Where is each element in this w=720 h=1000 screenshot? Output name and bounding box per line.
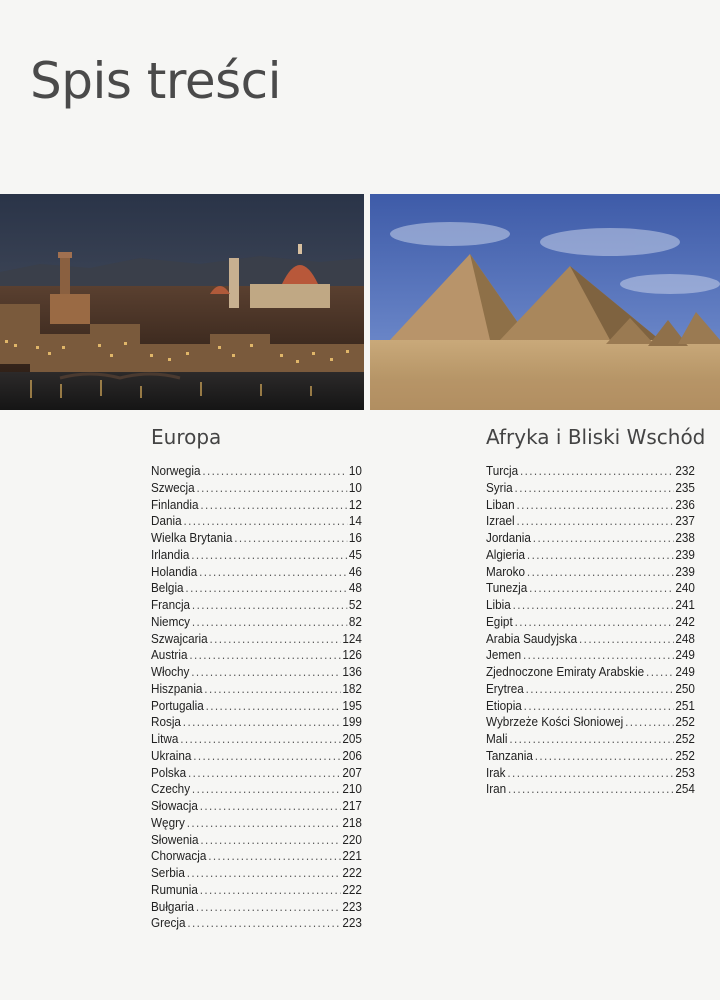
toc-entry-page: 236 bbox=[675, 497, 695, 512]
toc-entry-name: Francja bbox=[151, 598, 191, 612]
page-title: Spis treści bbox=[30, 52, 282, 110]
toc-leader-dots bbox=[234, 530, 347, 547]
toc-entry bbox=[151, 597, 362, 614]
toc-entry-page: 252 bbox=[675, 715, 695, 730]
section-title-europa: Europa bbox=[151, 425, 222, 449]
toc-entry bbox=[486, 597, 695, 614]
toc-leader-dots bbox=[196, 480, 347, 497]
toc-leader-dots bbox=[192, 781, 341, 798]
toc-leader-dots bbox=[188, 765, 341, 782]
toc-entry-name: Grecja bbox=[151, 916, 186, 931]
toc-entry-page: 220 bbox=[342, 832, 362, 847]
toc-entry-page: 221 bbox=[342, 849, 362, 864]
toc-entry-page: 252 bbox=[675, 748, 695, 763]
toc-entry bbox=[486, 530, 695, 547]
toc-leader-dots bbox=[517, 513, 674, 530]
toc-entry-page: 46 bbox=[348, 564, 362, 579]
toc-entry-name: Irlandia bbox=[151, 547, 190, 562]
toc-entry bbox=[486, 497, 695, 514]
toc-leader-dots bbox=[646, 664, 673, 681]
toc-leader-dots bbox=[520, 463, 674, 480]
toc-entry-name: Izrael bbox=[486, 514, 515, 529]
toc-entry bbox=[486, 631, 695, 648]
toc-entry bbox=[151, 463, 362, 480]
toc-entry bbox=[486, 714, 695, 731]
toc-entry-name: Arabia Saudyjska bbox=[486, 631, 578, 646]
toc-entry-name: Turcja bbox=[486, 464, 519, 478]
toc-entry-page: 14 bbox=[348, 514, 362, 529]
toc-entry-name: Tunezja bbox=[486, 581, 528, 596]
toc-leader-dots bbox=[192, 614, 347, 631]
toc-entry-page: 222 bbox=[342, 866, 362, 880]
toc-leader-dots bbox=[579, 631, 674, 648]
toc-entry-name: Erytrea bbox=[486, 681, 524, 696]
toc-entry bbox=[486, 681, 695, 698]
toc-list-afryka bbox=[486, 463, 695, 798]
toc-entry-name: Szwajcaria bbox=[151, 631, 208, 646]
toc-entry-page: 218 bbox=[342, 815, 362, 830]
toc-entry-name: Włochy bbox=[151, 665, 190, 679]
toc-entry bbox=[486, 647, 695, 664]
toc-entry-name: Wielka Brytania bbox=[151, 531, 233, 545]
toc-entry-name: Zjednoczone Emiraty Arabskie bbox=[486, 665, 645, 679]
toc-entry-page: 126 bbox=[342, 648, 362, 663]
toc-entry bbox=[151, 865, 362, 882]
toc-leader-dots bbox=[524, 698, 674, 715]
toc-entry bbox=[151, 580, 362, 597]
toc-entry-name: Irak bbox=[486, 765, 506, 780]
toc-leader-dots bbox=[507, 765, 673, 782]
toc-entry-name: Dania bbox=[151, 514, 182, 529]
toc-entry bbox=[486, 748, 695, 765]
toc-entry bbox=[151, 614, 362, 631]
toc-leader-dots bbox=[180, 731, 340, 748]
toc-entry-page: 223 bbox=[342, 916, 362, 931]
toc-leader-dots bbox=[191, 547, 347, 564]
toc-entry-page: 12 bbox=[348, 497, 362, 512]
toc-entry-page: 199 bbox=[342, 715, 362, 730]
toc-entry bbox=[151, 899, 362, 916]
toc-leader-dots bbox=[508, 781, 673, 798]
toc-entry-page: 205 bbox=[342, 732, 362, 746]
toc-entry-name: Liban bbox=[486, 497, 515, 512]
toc-leader-dots bbox=[509, 731, 673, 748]
toc-entry bbox=[151, 781, 362, 798]
toc-entry-page: 252 bbox=[675, 732, 695, 746]
toc-entry bbox=[151, 832, 362, 849]
toc-entry-name: Litwa bbox=[151, 732, 179, 746]
toc-entry bbox=[151, 698, 362, 715]
toc-entry bbox=[486, 564, 695, 581]
toc-entry-page: 232 bbox=[675, 464, 695, 478]
toc-entry-page: 248 bbox=[675, 631, 695, 646]
toc-leader-dots bbox=[513, 597, 674, 614]
toc-entry bbox=[151, 714, 362, 731]
toc-leader-dots bbox=[189, 647, 340, 664]
toc-entry bbox=[151, 915, 362, 932]
toc-leader-dots bbox=[183, 714, 341, 731]
toc-entry bbox=[151, 547, 362, 564]
toc-entry-page: 207 bbox=[342, 765, 362, 780]
toc-entry-name: Słowacja bbox=[151, 799, 198, 813]
toc-entry-name: Wybrzeże Kości Słoniowej bbox=[486, 715, 624, 730]
toc-entry-page: 10 bbox=[348, 464, 362, 478]
toc-entry-page: 250 bbox=[675, 681, 695, 696]
toc-entry-page: 210 bbox=[342, 782, 362, 797]
toc-entry bbox=[486, 664, 695, 681]
toc-leader-dots bbox=[515, 480, 674, 497]
toc-entry bbox=[151, 497, 362, 514]
toc-entry-page: 240 bbox=[675, 581, 695, 596]
toc-leader-dots bbox=[533, 530, 674, 547]
toc-entry-page: 48 bbox=[348, 581, 362, 596]
toc-entry bbox=[151, 480, 362, 497]
toc-entry-page: 238 bbox=[675, 531, 695, 545]
toc-entry bbox=[486, 698, 695, 715]
toc-entry-page: 239 bbox=[675, 547, 695, 562]
toc-entry-name: Austria bbox=[151, 648, 188, 663]
toc-entry-name: Tanzania bbox=[486, 748, 533, 763]
toc-leader-dots bbox=[200, 882, 341, 899]
toc-entry-name: Węgry bbox=[151, 815, 185, 830]
toc-entry-page: 182 bbox=[342, 681, 362, 696]
toc-entry-page: 222 bbox=[342, 882, 362, 897]
toc-leader-dots bbox=[527, 564, 674, 581]
toc-entry-page: 251 bbox=[675, 698, 695, 713]
toc-entry bbox=[486, 731, 695, 748]
toc-leader-dots bbox=[529, 580, 673, 597]
toc-entry-name: Rumunia bbox=[151, 882, 198, 897]
toc-leader-dots bbox=[192, 597, 347, 614]
toc-entry-name: Szwecja bbox=[151, 480, 195, 495]
toc-entry-name: Belgia bbox=[151, 581, 184, 596]
toc-entry-name: Portugalia bbox=[151, 698, 204, 713]
toc-leader-dots bbox=[526, 681, 674, 698]
toc-leader-dots bbox=[196, 899, 341, 916]
toc-entry-name: Maroko bbox=[486, 564, 526, 579]
toc-entry bbox=[151, 530, 362, 547]
toc-entry-name: Jordania bbox=[486, 531, 531, 545]
toc-entry-page: 254 bbox=[675, 782, 695, 797]
toc-entry-name: Niemcy bbox=[151, 614, 191, 629]
toc-entry bbox=[151, 798, 362, 815]
toc-entry-page: 235 bbox=[675, 480, 695, 495]
toc-leader-dots bbox=[200, 832, 340, 849]
toc-entry-name: Hiszpania bbox=[151, 681, 203, 696]
toc-entry-page: 45 bbox=[348, 547, 362, 562]
toc-entry-name: Ukraina bbox=[151, 748, 192, 763]
toc-leader-dots bbox=[185, 580, 347, 597]
toc-entry bbox=[486, 614, 695, 631]
toc-leader-dots bbox=[209, 631, 340, 648]
toc-leader-dots bbox=[202, 463, 347, 480]
toc-entry-name: Serbia bbox=[151, 866, 185, 880]
toc-entry-name: Rosja bbox=[151, 715, 181, 730]
toc-entry bbox=[151, 882, 362, 899]
toc-leader-dots bbox=[199, 564, 347, 581]
toc-entry-page: 217 bbox=[342, 799, 362, 813]
toc-entry bbox=[486, 580, 695, 597]
toc-entry-name: Egipt bbox=[486, 614, 513, 629]
toc-entry-name: Słowenia bbox=[151, 832, 199, 847]
toc-entry-name: Norwegia bbox=[151, 464, 201, 478]
toc-entry-name: Algieria bbox=[486, 547, 526, 562]
toc-entry-page: 195 bbox=[342, 698, 362, 713]
toc-entry-name: Bułgaria bbox=[151, 899, 194, 914]
toc-leader-dots bbox=[208, 848, 340, 865]
toc-entry bbox=[486, 765, 695, 782]
toc-leader-dots bbox=[187, 865, 341, 882]
toc-entry bbox=[151, 748, 362, 765]
toc-entry-name: Etiopia bbox=[486, 698, 522, 713]
toc-entry bbox=[486, 513, 695, 530]
toc-leader-dots bbox=[206, 698, 341, 715]
toc-entry-page: 124 bbox=[342, 631, 362, 646]
toc-entry bbox=[151, 765, 362, 782]
toc-entry bbox=[151, 731, 362, 748]
toc-entry bbox=[151, 815, 362, 832]
toc-entry-page: 242 bbox=[675, 614, 695, 629]
section-title-afryka: Afryka i Bliski Wschód bbox=[486, 425, 706, 449]
toc-entry-page: 239 bbox=[675, 564, 695, 579]
toc-entry-name: Syria bbox=[486, 480, 513, 495]
toc-entry bbox=[151, 664, 362, 681]
toc-entry-name: Mali bbox=[486, 732, 508, 746]
toc-entry-page: 52 bbox=[348, 598, 362, 612]
toc-entry bbox=[151, 631, 362, 648]
toc-leader-dots bbox=[204, 681, 340, 698]
toc-leader-dots bbox=[187, 815, 341, 832]
toc-entry-name: Holandia bbox=[151, 564, 198, 579]
toc-entry-page: 10 bbox=[348, 480, 362, 495]
toc-entry-page: 82 bbox=[348, 614, 362, 629]
toc-entry-page: 136 bbox=[342, 665, 362, 679]
toc-leader-dots bbox=[191, 664, 340, 681]
toc-entry-page: 249 bbox=[675, 648, 695, 663]
toc-leader-dots bbox=[535, 748, 674, 765]
toc-leader-dots bbox=[200, 497, 347, 514]
toc-leader-dots bbox=[200, 798, 341, 815]
toc-leader-dots bbox=[625, 714, 673, 731]
toc-entry-page: 249 bbox=[675, 665, 695, 679]
toc-entry-page: 241 bbox=[675, 598, 695, 612]
florence-cityscape-photo bbox=[0, 194, 364, 410]
toc-entry-page: 223 bbox=[342, 899, 362, 914]
toc-leader-dots bbox=[527, 547, 674, 564]
toc-entry-name: Libia bbox=[486, 598, 511, 612]
giza-pyramids-photo bbox=[370, 194, 720, 410]
toc-entry-name: Czechy bbox=[151, 782, 191, 797]
toc-leader-dots bbox=[517, 497, 674, 514]
toc-entry-page: 16 bbox=[348, 531, 362, 545]
toc-entry bbox=[486, 547, 695, 564]
toc-list-europa bbox=[151, 463, 362, 932]
toc-leader-dots bbox=[523, 647, 674, 664]
toc-leader-dots bbox=[183, 513, 347, 530]
toc-entry bbox=[151, 848, 362, 865]
toc-entry bbox=[151, 647, 362, 664]
toc-entry-page: 206 bbox=[342, 748, 362, 763]
toc-entry bbox=[486, 480, 695, 497]
toc-entry-name: Iran bbox=[486, 782, 507, 797]
toc-entry-page: 237 bbox=[675, 514, 695, 529]
toc-leader-dots bbox=[193, 748, 340, 765]
toc-entry bbox=[486, 463, 695, 480]
toc-entry-name: Polska bbox=[151, 765, 187, 780]
toc-entry bbox=[486, 781, 695, 798]
toc-entry-name: Jemen bbox=[486, 648, 522, 663]
toc-entry bbox=[151, 513, 362, 530]
toc-leader-dots bbox=[515, 614, 674, 631]
toc-entry-page: 253 bbox=[675, 765, 695, 780]
toc-entry bbox=[151, 681, 362, 698]
toc-entry-name: Chorwacja bbox=[151, 849, 207, 864]
toc-entry bbox=[151, 564, 362, 581]
toc-leader-dots bbox=[187, 915, 340, 932]
toc-entry-name: Finlandia bbox=[151, 497, 199, 512]
